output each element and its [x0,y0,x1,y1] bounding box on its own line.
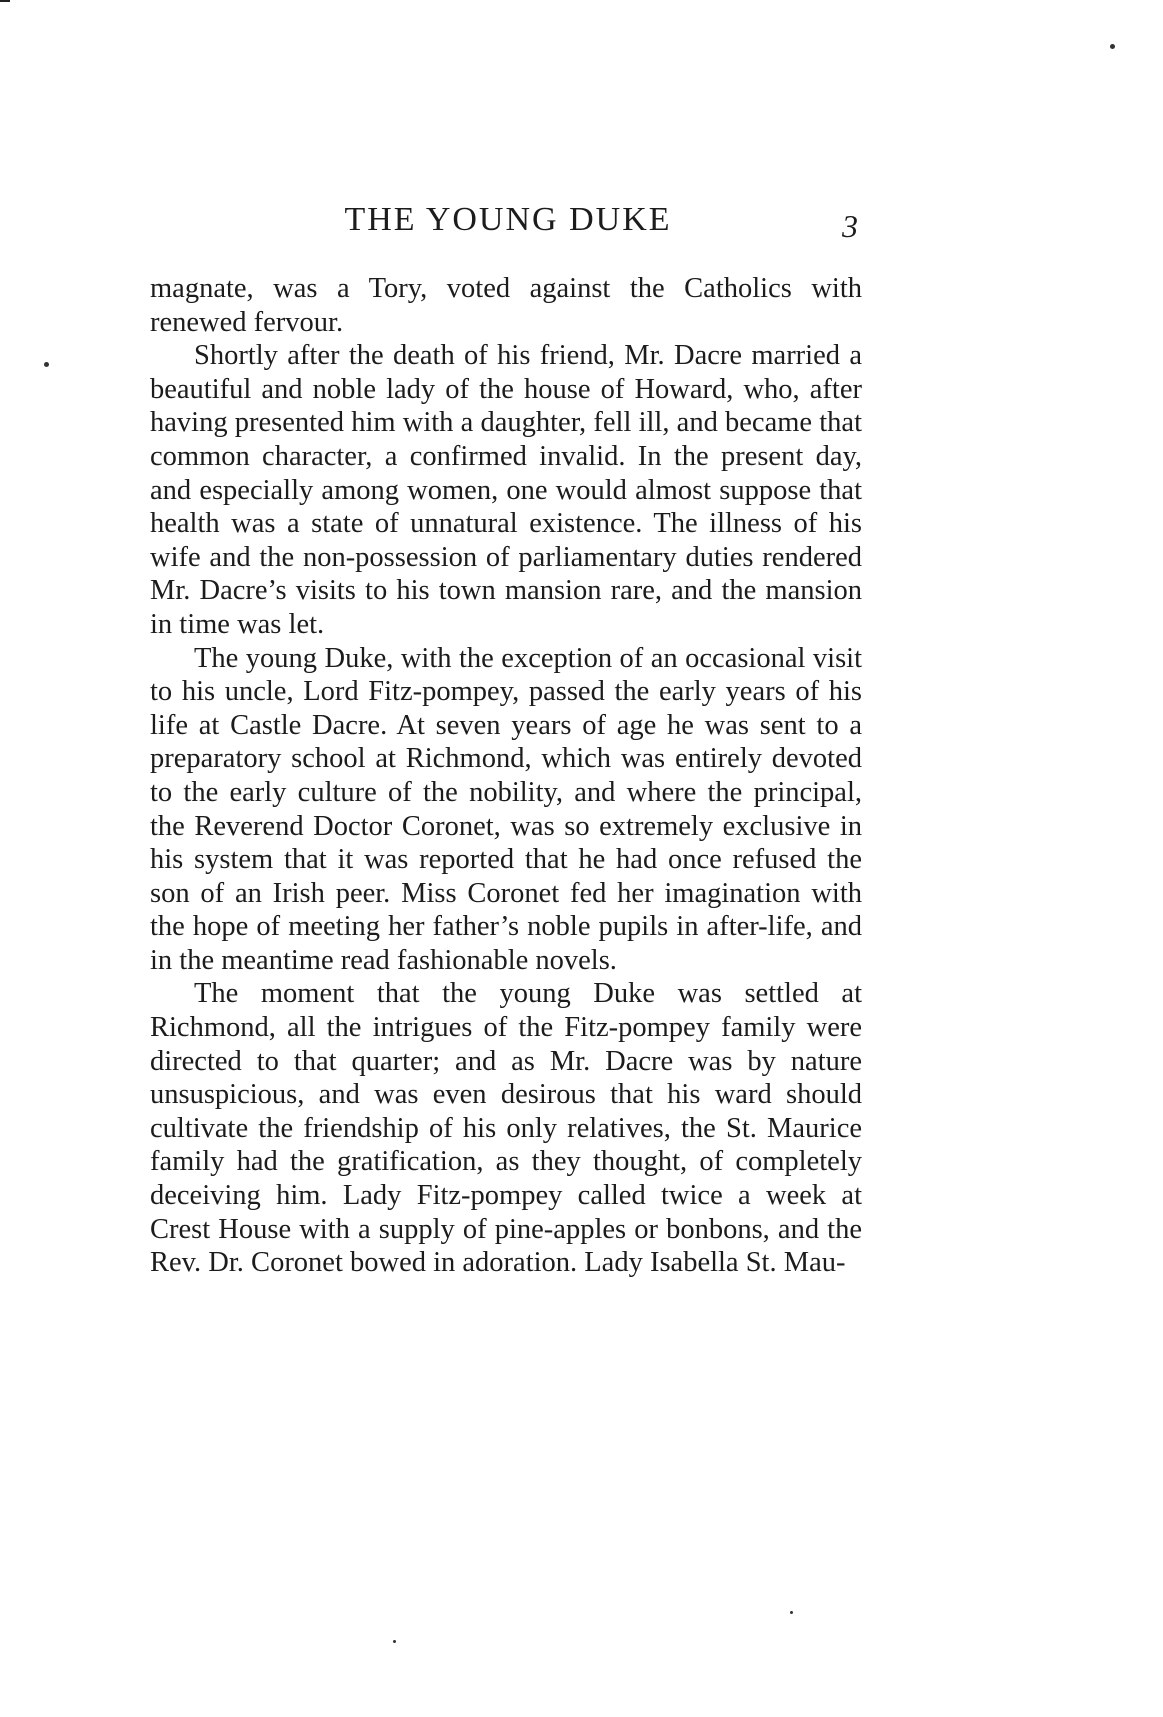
running-title: THE YOUNG DUKE [344,201,672,238]
paragraph: The young Duke, with the exception of an occasional visit to his uncle, Lord Fitz-pompey, passed the early years of his life at Castle Dacre. At seven years of age he was sent to a preparatory school at Richmond, which was entirely devoted to the early culture of the nobility, and where the principal, the Reverend Doctor Coronet, was so extremely exclusive in his system that it was reported that he had once refused the son of an Irish peer. Miss Coronet fed her imagination with the hope of meeting her father’s noble pupils in after-life, and in the meantime read fashionable novels. [150,642,862,976]
paragraph: The moment that the young Duke was settled at Richmond, all the intrigues of the Fitz-pompey family were directed to that quarter; and as Mr. Dacre was by nature unsuspicious, and was even desirous that his ward should cultivate the friendship of his only relatives, the St. Maurice family had the gratification, as they thought, of completely deceiving him. Lady Fitz-pompey called twice a week at Crest House with a supply of pine-apples or bonbons, and the Rev. Dr. Coronet bowed in adoration. Lady Isabella St. Mau- [150,978,862,1279]
scan-speck [44,362,49,367]
scan-edge-mark [0,0,10,2]
scan-speck [790,1611,793,1614]
page-number: 3 [842,208,858,244]
body-text [150,272,862,1280]
paragraph-continued: magnate, was a Tory, voted against the Catholics with renewed fervour. [150,273,862,338]
scan-speck [393,1640,396,1643]
paragraph: Shortly after the death of his friend, Mr. Dacre married a beautiful and noble lady of the house of Howard, who, after having presented him with a daughter, fell ill, and became that common character, a confirmed invalid. In the present day, and especially among women, one would almost suppose that health was a state of unnatural existence. The illness of his wife and the non-possession of parliamentary duties rendered Mr. Dacre’s visits to his town mansion rare, and the mansion in time was let. [150,340,862,640]
scan-speck [1110,44,1115,49]
page-header [148,200,868,250]
